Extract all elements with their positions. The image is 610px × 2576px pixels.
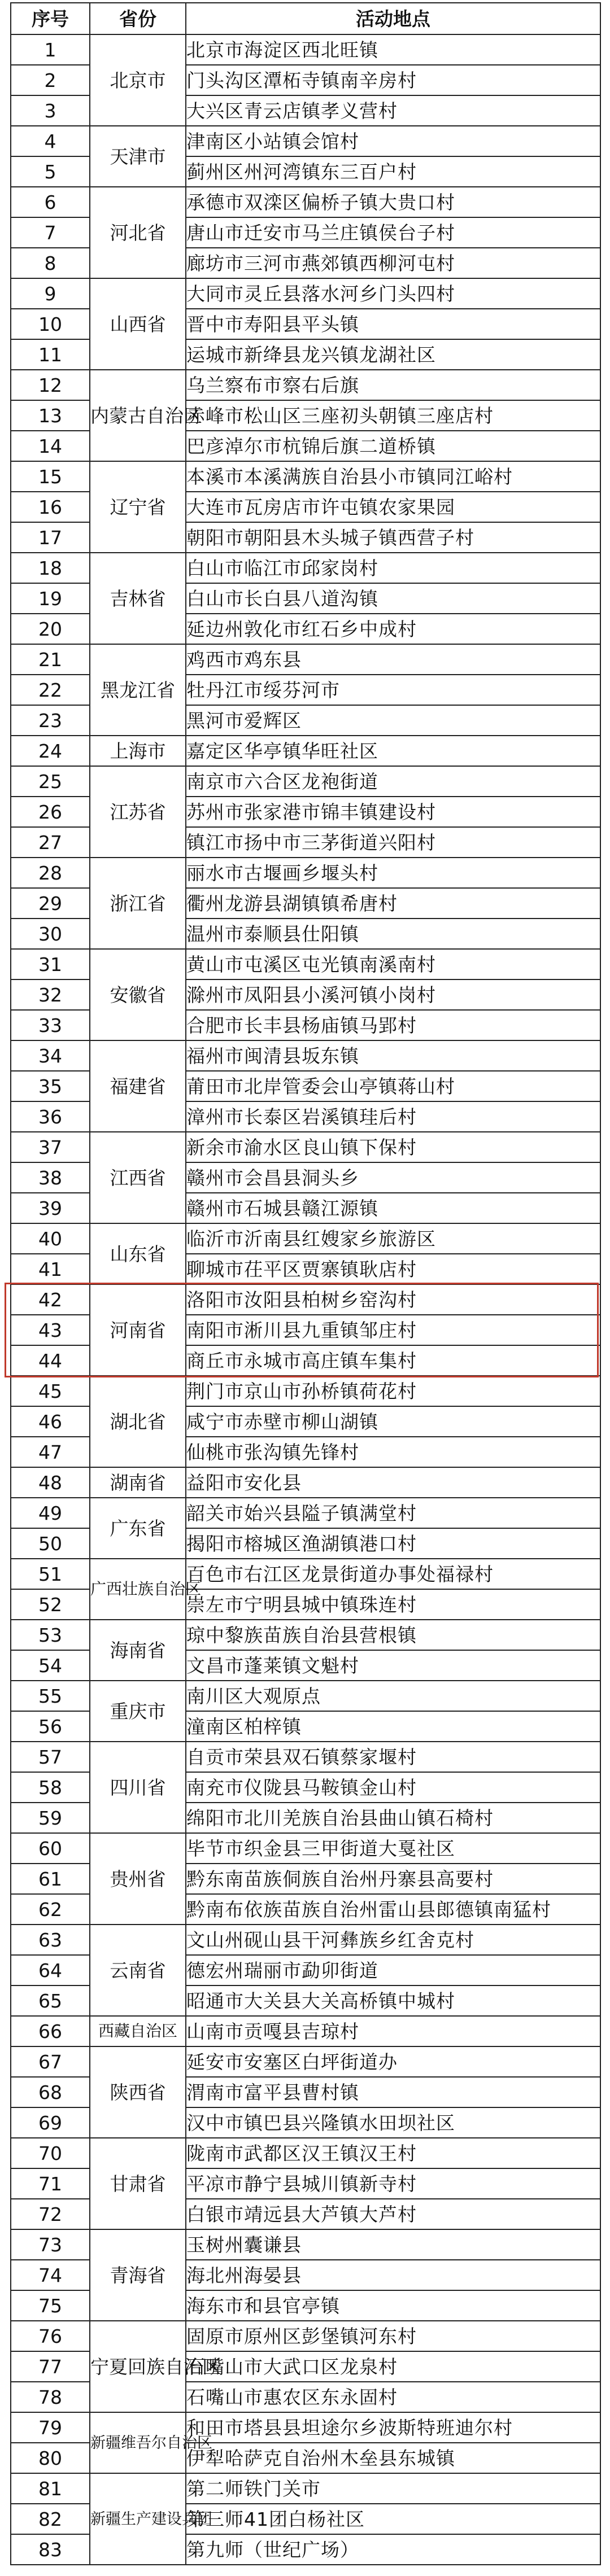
row-index: 27: [11, 827, 90, 858]
location-cell: 白银市靖远县大芦镇大芦村: [186, 2199, 600, 2229]
row-index: 72: [11, 2199, 90, 2229]
row-index: 14: [11, 431, 90, 461]
province-cell: 福建省: [90, 1040, 186, 1132]
location-cell: 仙桃市张沟镇先锋村: [186, 1437, 600, 1467]
table-row: [11, 949, 600, 979]
table-header-row: [11, 3, 600, 34]
table-row: [11, 2473, 600, 2504]
location-cell: 新余市渝水区良山镇下保村: [186, 1132, 600, 1162]
location-cell: 第九师（世纪广场）: [186, 2534, 600, 2565]
row-index: 35: [11, 1071, 90, 1101]
table-row: [11, 2016, 600, 2046]
location-cell: 晋中市寿阳县平头镇: [186, 309, 600, 339]
row-index: 58: [11, 1772, 90, 1803]
location-cell: 黔南布依族苗族自治州雷山县郎德镇南猛村: [186, 1894, 600, 1925]
row-index: 44: [11, 1345, 90, 1376]
location-cell: 运城市新绛县龙兴镇龙湖社区: [186, 339, 600, 370]
province-cell: 天津市: [90, 126, 186, 187]
header-province: 省份: [90, 3, 186, 34]
location-cell: 临沂市沂南县红嫂家乡旅游区: [186, 1223, 600, 1254]
province-cell: 辽宁省: [90, 461, 186, 553]
province-cell: 陕西省: [90, 2046, 186, 2138]
row-index: 39: [11, 1193, 90, 1223]
table-row: [11, 553, 600, 583]
location-cell: 平凉市静宁县城川镇新寺村: [186, 2168, 600, 2199]
row-index: 18: [11, 553, 90, 583]
location-cell: 牡丹江市绥芬河市: [186, 675, 600, 705]
row-index: 4: [11, 126, 90, 156]
location-cell: 毕节市织金县三甲街道大戛社区: [186, 1833, 600, 1864]
location-cell: 承德市双滦区偏桥子镇大贵口村: [186, 187, 600, 217]
table-body: [11, 34, 600, 2565]
row-index: 24: [11, 736, 90, 766]
location-cell: 渭南市富平县曹村镇: [186, 2077, 600, 2107]
province-cell: 云南省: [90, 1925, 186, 2016]
location-cell: 昭通市大关县大关高桥镇中城村: [186, 1985, 600, 2016]
location-cell: 韶关市始兴县隘子镇满堂村: [186, 1498, 600, 1528]
location-cell: 廊坊市三河市燕郊镇西柳河屯村: [186, 248, 600, 278]
row-index: 69: [11, 2107, 90, 2138]
row-index: 28: [11, 858, 90, 888]
location-cell: 洛阳市汝阳县柏树乡窑沟村: [186, 1284, 600, 1315]
row-index: 52: [11, 1589, 90, 1620]
location-cell: 海东市和县官亭镇: [186, 2290, 600, 2321]
row-index: 54: [11, 1650, 90, 1681]
location-cell: 石嘴山市惠农区东永固村: [186, 2382, 600, 2412]
location-cell: 福州市闽清县坂东镇: [186, 1040, 600, 1071]
table-row: [11, 858, 600, 888]
row-index: 7: [11, 217, 90, 248]
location-cell: 苏州市张家港市锦丰镇建设村: [186, 797, 600, 827]
row-index: 48: [11, 1467, 90, 1498]
row-index: 17: [11, 522, 90, 553]
province-cell: 青海省: [90, 2229, 186, 2321]
row-index: 1: [11, 34, 90, 65]
row-index: 45: [11, 1376, 90, 1406]
province-cell: 甘肃省: [90, 2138, 186, 2229]
province-cell: 新疆维吾尔自治区: [90, 2412, 186, 2473]
location-cell: 伊犁哈萨克自治州木垒县东城镇: [186, 2443, 600, 2473]
row-index: 29: [11, 888, 90, 919]
row-index: 79: [11, 2412, 90, 2443]
header-index: 序号: [11, 3, 90, 34]
province-cell: 上海市: [90, 736, 186, 766]
location-cell: 黔东南苗族侗族自治州丹寨县高要村: [186, 1864, 600, 1894]
table-row: [11, 1132, 600, 1162]
location-cell: 赣州市石城县赣江源镇: [186, 1193, 600, 1223]
location-cell: 潼南区柏梓镇: [186, 1711, 600, 1742]
row-index: 73: [11, 2229, 90, 2260]
province-cell: 重庆市: [90, 1681, 186, 1742]
location-cell: 漳州市长泰区岩溪镇珪后村: [186, 1101, 600, 1132]
province-cell: 海南省: [90, 1620, 186, 1681]
row-index: 10: [11, 309, 90, 339]
row-index: 78: [11, 2382, 90, 2412]
location-cell: 乌兰察布市察右后旗: [186, 370, 600, 400]
province-cell: 北京市: [90, 34, 186, 126]
location-cell: 赣州市会昌县洞头乡: [186, 1162, 600, 1193]
table-row: [11, 1742, 600, 1772]
location-cell: 咸宁市赤壁市柳山湖镇: [186, 1406, 600, 1437]
row-index: 41: [11, 1254, 90, 1284]
row-index: 3: [11, 95, 90, 126]
location-cell: 门头沟区潭柘寺镇南辛房村: [186, 65, 600, 95]
row-index: 19: [11, 583, 90, 614]
row-index: 62: [11, 1894, 90, 1925]
location-cell: 本溪市本溪满族自治县小市镇同江峪村: [186, 461, 600, 492]
row-index: 12: [11, 370, 90, 400]
table-row: [11, 2321, 600, 2351]
province-cell: 四川省: [90, 1742, 186, 1833]
location-cell: 赤峰市松山区三座初头朝镇三座店村: [186, 400, 600, 431]
location-cell: 大连市瓦房店市许屯镇农家果园: [186, 492, 600, 522]
row-index: 34: [11, 1040, 90, 1071]
row-index: 42: [11, 1284, 90, 1315]
province-cell: 河北省: [90, 187, 186, 278]
row-index: 59: [11, 1803, 90, 1833]
location-cell: 南京市六合区龙袍街道: [186, 766, 600, 797]
location-cell: 白山市临江市邱家岗村: [186, 553, 600, 583]
location-cell: 崇左市宁明县城中镇珠连村: [186, 1589, 600, 1620]
location-cell: 温州市泰顺县仕阳镇: [186, 919, 600, 949]
location-cell: 文昌市蓬莱镇文魁村: [186, 1650, 600, 1681]
province-cell: 安徽省: [90, 949, 186, 1040]
location-cell: 文山州砚山县干河彝族乡红舍克村: [186, 1925, 600, 1955]
row-index: 25: [11, 766, 90, 797]
row-index: 64: [11, 1955, 90, 1985]
location-cell: 揭阳市榕城区渔湖镇港口村: [186, 1528, 600, 1559]
table-row: [11, 1284, 600, 1315]
location-cell: 大同市灵丘县落水河乡门头四村: [186, 278, 600, 309]
table-row: [11, 1223, 600, 1254]
row-index: 57: [11, 1742, 90, 1772]
location-cell: 汉中市镇巴县兴隆镇水田坝社区: [186, 2107, 600, 2138]
row-index: 66: [11, 2016, 90, 2046]
table-row: [11, 461, 600, 492]
province-cell: 江西省: [90, 1132, 186, 1223]
row-index: 43: [11, 1315, 90, 1345]
row-index: 37: [11, 1132, 90, 1162]
row-index: 40: [11, 1223, 90, 1254]
row-index: 9: [11, 278, 90, 309]
location-cell: 商丘市永城市高庄镇车集村: [186, 1345, 600, 1376]
location-cell: 荆门市京山市孙桥镇荷花村: [186, 1376, 600, 1406]
table-row: [11, 2046, 600, 2077]
row-index: 23: [11, 705, 90, 736]
location-cell: 石嘴山市大武口区龙泉村: [186, 2351, 600, 2382]
row-index: 38: [11, 1162, 90, 1193]
location-cell: 海北州海晏县: [186, 2260, 600, 2290]
location-cell: 滁州市凤阳县小溪河镇小岗村: [186, 979, 600, 1010]
province-cell: 广西壮族自治区: [90, 1559, 186, 1620]
row-index: 56: [11, 1711, 90, 1742]
province-cell: 山东省: [90, 1223, 186, 1284]
table-row: [11, 370, 600, 400]
table-row: [11, 2138, 600, 2168]
row-index: 2: [11, 65, 90, 95]
row-index: 65: [11, 1985, 90, 2016]
province-cell: 西藏自治区: [90, 2016, 186, 2046]
row-index: 63: [11, 1925, 90, 1955]
row-index: 31: [11, 949, 90, 979]
location-cell: 自贡市荣县双石镇蔡家堰村: [186, 1742, 600, 1772]
province-cell: 江苏省: [90, 766, 186, 858]
location-cell: 北京市海淀区西北旺镇: [186, 34, 600, 65]
row-index: 71: [11, 2168, 90, 2199]
location-cell: 聊城市茌平区贾寨镇耿店村: [186, 1254, 600, 1284]
row-index: 77: [11, 2351, 90, 2382]
location-cell: 绵阳市北川羌族自治县曲山镇石椅村: [186, 1803, 600, 1833]
row-index: 16: [11, 492, 90, 522]
location-cell: 延安市安塞区白坪街道办: [186, 2046, 600, 2077]
location-cell: 巴彦淖尔市杭锦后旗二道桥镇: [186, 431, 600, 461]
table-row: [11, 34, 600, 65]
row-index: 11: [11, 339, 90, 370]
location-cell: 和田市塔县县坦途尔乡波斯特班迪尔村: [186, 2412, 600, 2443]
location-cell: 延边州敦化市红石乡中成村: [186, 614, 600, 644]
location-cell: 嘉定区华亭镇华旺社区: [186, 736, 600, 766]
province-cell: 浙江省: [90, 858, 186, 949]
province-cell: 湖南省: [90, 1467, 186, 1498]
row-index: 33: [11, 1010, 90, 1040]
row-index: 8: [11, 248, 90, 278]
row-index: 51: [11, 1559, 90, 1589]
table-row: [11, 736, 600, 766]
location-cell: 固原市原州区彭堡镇河东村: [186, 2321, 600, 2351]
province-cell: 宁夏回族自治区: [90, 2321, 186, 2412]
row-index: 22: [11, 675, 90, 705]
row-index: 61: [11, 1864, 90, 1894]
row-index: 15: [11, 461, 90, 492]
header-location: 活动地点: [186, 3, 600, 34]
location-cell: 玉树州囊谦县: [186, 2229, 600, 2260]
location-cell: 第三师41团白杨社区: [186, 2504, 600, 2534]
row-index: 50: [11, 1528, 90, 1559]
location-cell: 大兴区青云店镇孝义营村: [186, 95, 600, 126]
table-row: [11, 187, 600, 217]
province-cell: 广东省: [90, 1498, 186, 1559]
location-cell: 南阳市淅川县九重镇邹庄村: [186, 1315, 600, 1345]
location-cell: 衢州龙游县湖镇镇希唐村: [186, 888, 600, 919]
location-cell: 第二师铁门关市: [186, 2473, 600, 2504]
table-row: [11, 1681, 600, 1711]
table-row: [11, 1498, 600, 1528]
row-index: 21: [11, 644, 90, 675]
province-cell: 新疆生产建设兵团: [90, 2473, 186, 2565]
location-cell: 合肥市长丰县杨庙镇马郢村: [186, 1010, 600, 1040]
location-cell: 白山市长白县八道沟镇: [186, 583, 600, 614]
province-cell: 河南省: [90, 1284, 186, 1376]
row-index: 68: [11, 2077, 90, 2107]
row-index: 47: [11, 1437, 90, 1467]
location-cell: 德宏州瑞丽市勐卯街道: [186, 1955, 600, 1985]
row-index: 26: [11, 797, 90, 827]
table-row: [11, 1040, 600, 1071]
location-cell: 琼中黎族苗族自治县营根镇: [186, 1620, 600, 1650]
location-cell: 唐山市迁安市马兰庄镇侯台子村: [186, 217, 600, 248]
table-row: [11, 126, 600, 156]
location-cell: 陇南市武都区汉王镇汉王村: [186, 2138, 600, 2168]
row-index: 75: [11, 2290, 90, 2321]
location-cell: 镇江市扬中市三茅街道兴阳村: [186, 827, 600, 858]
row-index: 82: [11, 2504, 90, 2534]
province-cell: 内蒙古自治区: [90, 370, 186, 461]
location-cell: 山南市贡嘎县吉琼村: [186, 2016, 600, 2046]
row-index: 6: [11, 187, 90, 217]
row-index: 76: [11, 2321, 90, 2351]
row-index: 81: [11, 2473, 90, 2504]
location-cell: 鸡西市鸡东县: [186, 644, 600, 675]
row-index: 49: [11, 1498, 90, 1528]
location-cell: 黄山市屯溪区屯光镇南溪南村: [186, 949, 600, 979]
province-cell: 湖北省: [90, 1376, 186, 1467]
table-row: [11, 1467, 600, 1498]
table-row: [11, 1376, 600, 1406]
row-index: 5: [11, 156, 90, 187]
row-index: 67: [11, 2046, 90, 2077]
row-index: 46: [11, 1406, 90, 1437]
province-cell: 吉林省: [90, 553, 186, 644]
province-cell: 黑龙江省: [90, 644, 186, 736]
table-row: [11, 1559, 600, 1589]
table-row: [11, 1925, 600, 1955]
location-cell: 丽水市古堰画乡堰头村: [186, 858, 600, 888]
row-index: 13: [11, 400, 90, 431]
location-cell: 南川区大观原点: [186, 1681, 600, 1711]
location-cell: 百色市右江区龙景街道办事处福禄村: [186, 1559, 600, 1589]
row-index: 83: [11, 2534, 90, 2565]
location-cell: 黑河市爱辉区: [186, 705, 600, 736]
row-index: 30: [11, 919, 90, 949]
location-cell: 津南区小站镇会馆村: [186, 126, 600, 156]
row-index: 60: [11, 1833, 90, 1864]
row-index: 80: [11, 2443, 90, 2473]
location-cell: 蓟州区州河湾镇东三百户村: [186, 156, 600, 187]
table-row: [11, 1833, 600, 1864]
table-row: [11, 278, 600, 309]
activity-location-table: [10, 2, 601, 2565]
table-row: [11, 2412, 600, 2443]
row-index: 20: [11, 614, 90, 644]
table-row: [11, 1620, 600, 1650]
row-index: 32: [11, 979, 90, 1010]
location-cell: 益阳市安化县: [186, 1467, 600, 1498]
location-cell: 莆田市北岸管委会山亭镇蒋山村: [186, 1071, 600, 1101]
row-index: 36: [11, 1101, 90, 1132]
province-cell: 贵州省: [90, 1833, 186, 1925]
location-cell: 南充市仪陇县马鞍镇金山村: [186, 1772, 600, 1803]
table-row: [11, 766, 600, 797]
row-index: 74: [11, 2260, 90, 2290]
row-index: 70: [11, 2138, 90, 2168]
row-index: 53: [11, 1620, 90, 1650]
province-cell: 山西省: [90, 278, 186, 370]
row-index: 55: [11, 1681, 90, 1711]
table-row: [11, 644, 600, 675]
location-cell: 朝阳市朝阳县木头城子镇西营子村: [186, 522, 600, 553]
table-row: [11, 2229, 600, 2260]
